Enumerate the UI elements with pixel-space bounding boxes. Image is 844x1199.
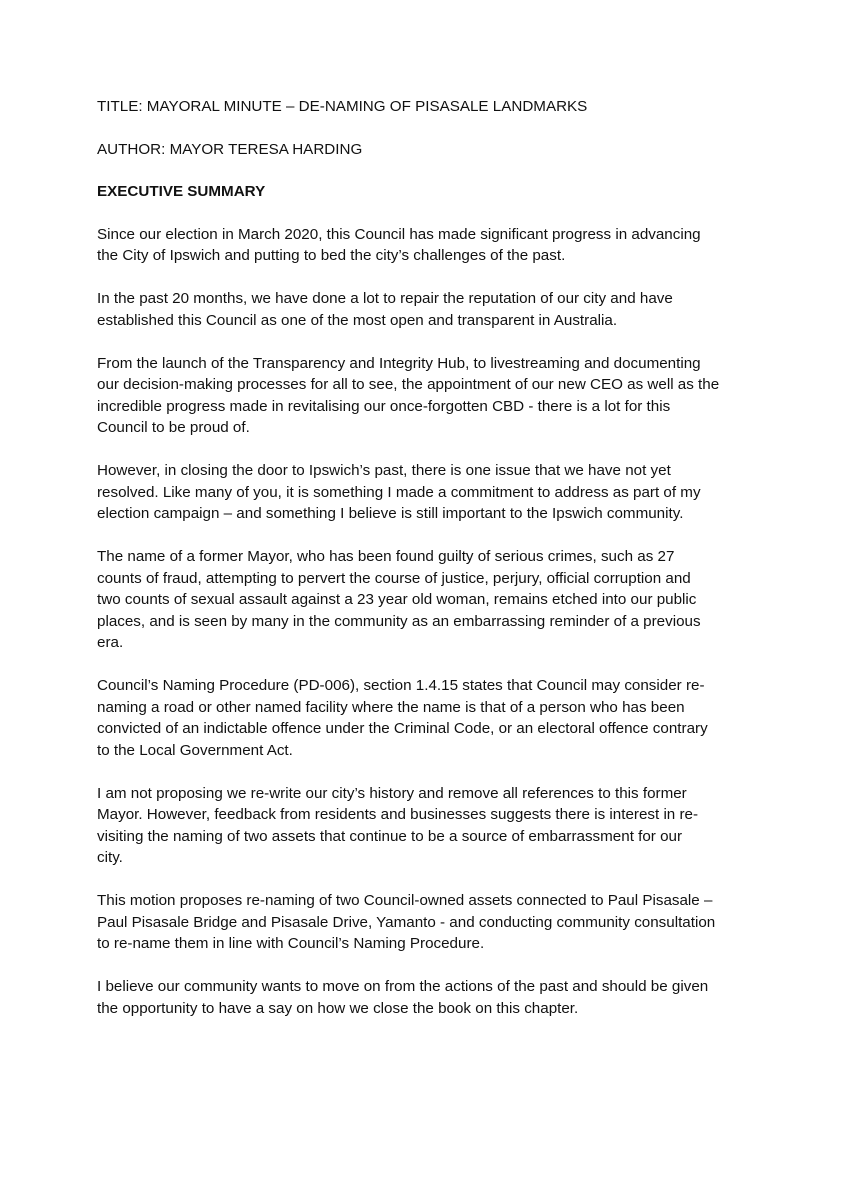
paragraph-line: the opportunity to have a say on how we close the book on this chapter. [97, 999, 579, 1017]
document-title: TITLE: MAYORAL MINUTE – DE-NAMING OF PISASALE LANDMARKS [97, 98, 588, 115]
paragraph-line: I am not proposing we re-write our city’s history and remove all references to this former [97, 784, 687, 802]
section-heading: EXECUTIVE SUMMARY [97, 183, 266, 200]
paragraph-line: However, in closing the door to Ipswich’s past, there is one issue that we have not yet [97, 462, 671, 479]
paragraph-9 [97, 976, 757, 1019]
paragraph-line: In the past 20 months, we have done a lot to repair the reputation of our city and have [97, 290, 673, 307]
paragraph-line: Council to be proud of. [97, 419, 250, 436]
paragraph-line: two counts of sexual assault against a 23 year old woman, remains etched into our public [97, 591, 697, 608]
paragraph-1 [97, 224, 757, 267]
paragraph-line: Paul Pisasale Bridge and Pisasale Drive, Yamanto - and conducting community consultation [97, 913, 716, 931]
paragraph-line: places, and is seen by many in the community as an embarrassing reminder of a previous [97, 612, 701, 630]
paragraph-6 [97, 675, 757, 761]
paragraph-line: era. [97, 634, 124, 651]
paragraph-line: Since our election in March 2020, this Council has made significant progress in advancing [97, 225, 701, 243]
paragraph-line: incredible progress made in revitalising our once-forgotten CBD - there is a lot for this [97, 397, 671, 415]
paragraph-line: The name of a former Mayor, who has been found guilty of serious crimes, such as 27 [97, 548, 675, 565]
paragraph-line: established this Council as one of the most open and transparent in Australia. [97, 311, 618, 329]
paragraph-line: I believe our community wants to move on from the actions of the past and should be given [97, 978, 709, 995]
paragraph-line: to the Local Government Act. [97, 741, 293, 759]
paragraph-line: Mayor. However, feedback from residents and businesses suggests there is interest in re- [97, 806, 699, 823]
paragraph-3 [97, 353, 757, 439]
paragraph-line: naming a road or other named facility where the name is that of a person who has been [97, 698, 685, 716]
paragraph-line: visiting the naming of two assets that continue to be a source of embarrassment for our [97, 827, 683, 845]
document-author: AUTHOR: MAYOR TERESA HARDING [97, 140, 363, 158]
paragraph-line: election campaign – and something I believe is still important to the Ipswich community. [97, 505, 684, 522]
paragraph-line: resolved. Like many of you, it is something I made a commitment to address as part of my [97, 483, 701, 501]
paragraph-line: the City of Ipswich and putting to bed the city’s challenges of the past. [97, 247, 566, 264]
paragraph-line: This motion proposes re-naming of two Council-owned assets connected to Paul Pisasale – [97, 892, 713, 909]
paragraph-line: From the launch of the Transparency and Integrity Hub, to livestreaming and documenting [97, 354, 701, 372]
paragraph-line: city. [97, 849, 123, 866]
paragraph-4 [97, 460, 757, 525]
paragraph-line: convicted of an indictable offence under the Criminal Code, or an electoral offence contrary [97, 720, 708, 737]
paragraph-line: our decision-making processes for all to see, the appointment of our new CEO as well as the [97, 376, 720, 393]
document-body [97, 96, 757, 1041]
paragraph-line: counts of fraud, attempting to pervert the course of justice, perjury, official corruption and [97, 569, 691, 587]
paragraph-7 [97, 783, 757, 869]
paragraph-5 [97, 546, 757, 654]
paragraph-line: Council’s Naming Procedure (PD-006), section 1.4.15 states that Council may consider re- [97, 677, 705, 694]
paragraph-line: to re-name them in line with Council’s Naming Procedure. [97, 935, 485, 952]
paragraph-2 [97, 288, 757, 331]
paragraph-8 [97, 890, 757, 955]
